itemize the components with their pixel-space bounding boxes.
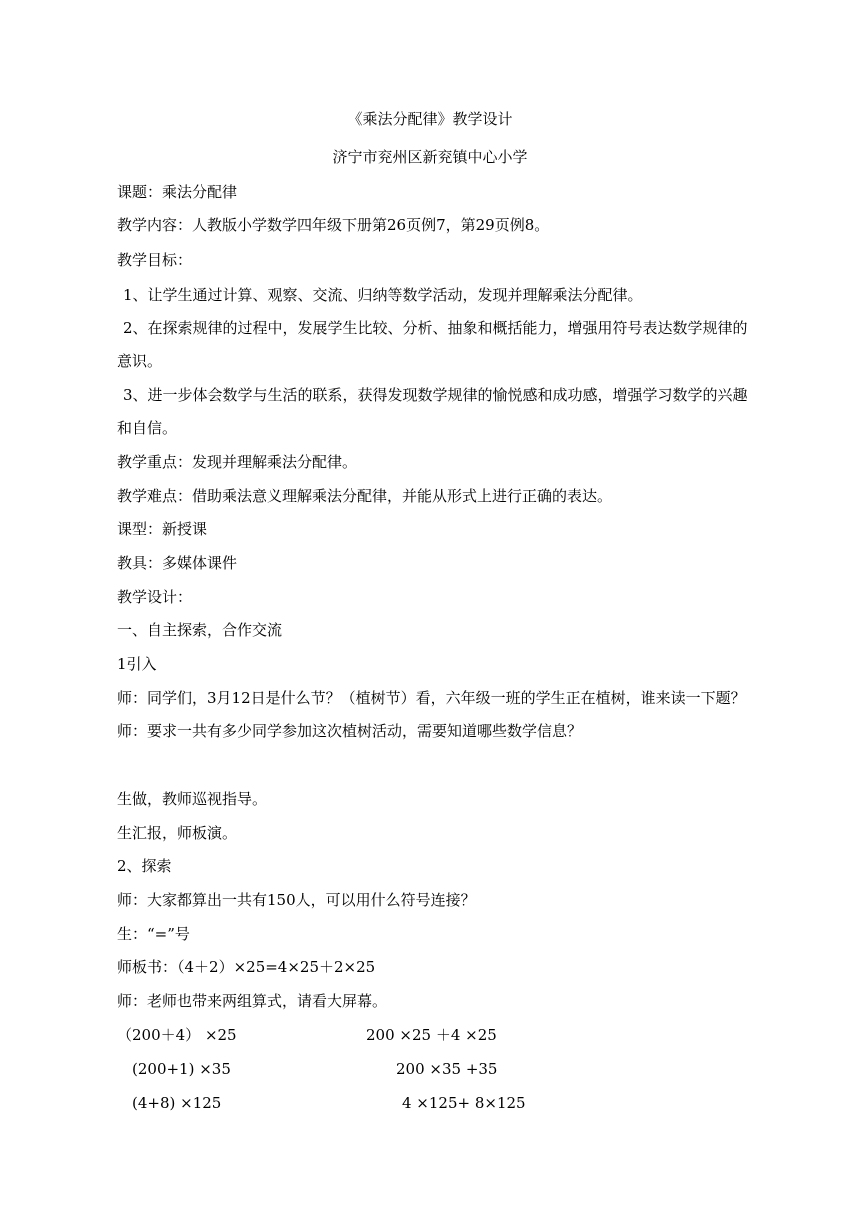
intro-heading: 1引入 (117, 655, 157, 673)
lesson-type: 课型：新授课 (117, 520, 208, 538)
document-title: 《乘法分配律》教学设计 (347, 110, 513, 128)
goal-2-line-1: 2、在探索规律的过程中，发展学生比较、分析、抽象和概括能力，增强用符号表达数学规律的 (123, 319, 748, 337)
math-right-2: 200 ×35 +35 (396, 1060, 498, 1078)
goal-2-line-2: 意识。 (117, 352, 163, 370)
student-report-line: 生汇报，师板演。 (117, 824, 238, 842)
teacher-line-2: 师：要求一共有多少同学参加这次植树活动，需要知道哪些数学信息？ (117, 722, 583, 740)
student-answer: 生：“=”号 (117, 925, 190, 943)
teaching-aids: 教具：多媒体课件 (117, 554, 238, 572)
math-left-2: (200+1) ×35 (132, 1060, 231, 1078)
teacher-question: 师：大家都算出一共有150人，可以用什么符号连接？ (117, 891, 476, 909)
goal-3-line-2: 和自信。 (117, 419, 178, 437)
math-right-1: 200 ×25 ＋4 ×25 (366, 1026, 497, 1044)
explore-heading: 2、探索 (117, 857, 172, 875)
goal-3-line-1: 3、进一步体会数学与生活的联系，获得发现数学规律的愉悦感和成功感，增强学习数学的兴趣 (123, 386, 748, 404)
teacher-screen-line: 师：老师也带来两组算式，请看大屏幕。 (117, 992, 388, 1010)
key-point: 教学重点：发现并理解乘法分配律。 (117, 453, 358, 471)
math-left-1: （200＋4） ×25 (117, 1026, 237, 1044)
teaching-design-heading: 教学设计： (117, 588, 193, 606)
difficult-point: 教学难点：借助乘法意义理解乘法分配律，并能从形式上进行正确的表达。 (117, 487, 613, 505)
board-writing: 师板书：（4＋2）×25=4×25＋2×25 (117, 958, 376, 976)
math-right-3: 4 ×125+ 8×125 (402, 1094, 526, 1112)
goal-1: 1、让学生通过计算、观察、交流、归纳等数学活动，发现并理解乘法分配律。 (123, 286, 643, 304)
math-left-3: (4+8) ×125 (132, 1094, 222, 1112)
teaching-goals-heading: 教学目标： (117, 251, 193, 269)
student-work-line: 生做，教师巡视指导。 (117, 790, 268, 808)
section-heading: 一、自主探索，合作交流 (117, 621, 283, 639)
lesson-topic: 课题：乘法分配律 (117, 183, 238, 201)
teaching-content: 教学内容：人教版小学数学四年级下册第26页例7，第29页例8。 (117, 216, 550, 234)
school-name: 济宁市兖州区新兖镇中心小学 (332, 148, 528, 166)
teacher-line-1: 师：同学们，3月12日是什么节？（植树节）看，六年级一班的学生正在植树，谁来读一下题？ (117, 689, 746, 707)
